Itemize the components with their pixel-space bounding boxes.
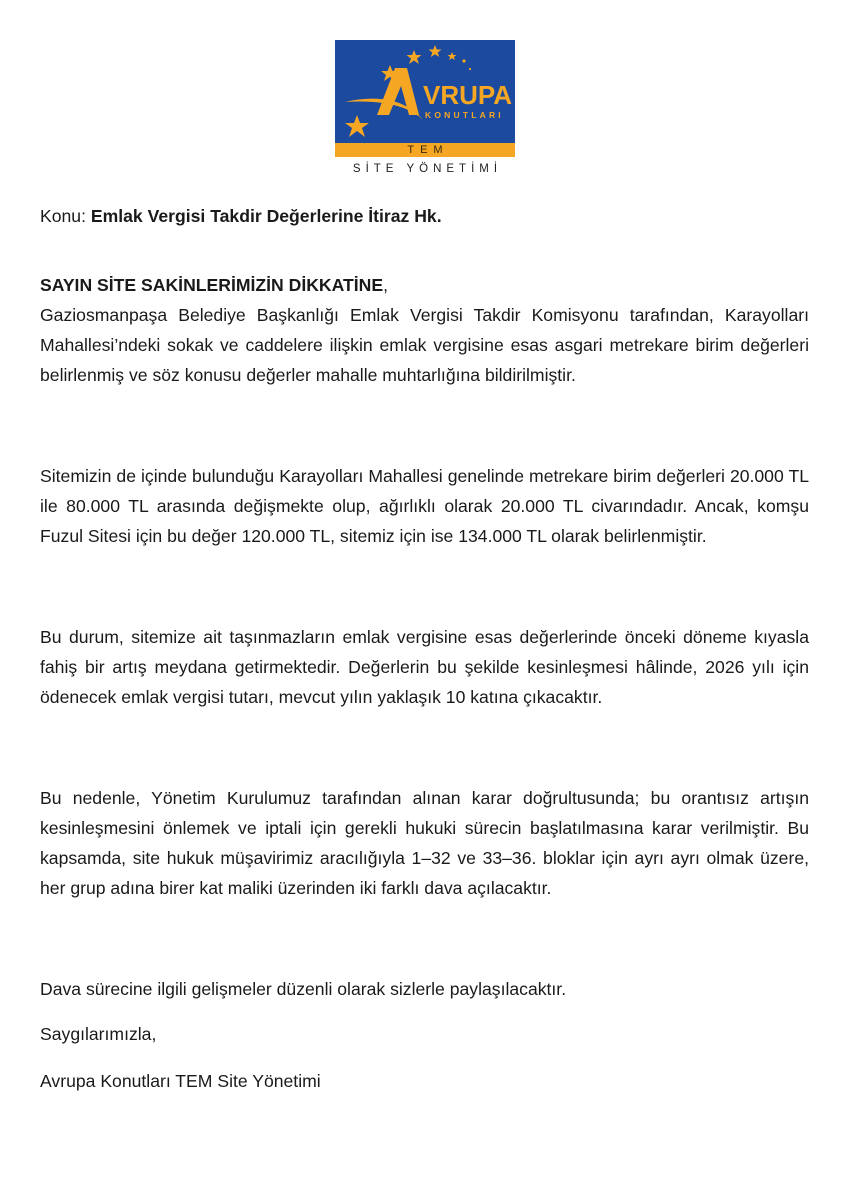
star-icon (407, 50, 422, 64)
logo-emblem (335, 40, 515, 143)
star-icon (345, 115, 369, 137)
greeting-text: SAYIN SİTE SAKİNLERİMİZİN DİKKATİNE (40, 275, 384, 295)
star-arc-icon (335, 40, 515, 143)
logo-brand-sub: KONUTLARI (425, 110, 504, 120)
subject-label: Konu: (40, 206, 91, 226)
company-logo (335, 40, 515, 175)
paragraph: Dava sürecine ilgili gelişmeler düzenli olarak sizlerle paylaşılacaktır. (40, 979, 567, 999)
closing: Saygılarımızla, (40, 1024, 157, 1044)
star-icon (448, 52, 457, 60)
greeting-punct: , (383, 275, 388, 295)
logo-brand-text: VRUPA (423, 80, 513, 110)
greeting (40, 270, 809, 300)
star-icon (429, 45, 442, 57)
paragraph: Bu durum, sitemize ait taşınmazların emlak vergisine esas değerlerinde önceki döneme kıyasla fahiş bir artış meydana getirmektedir. Değerlerin bu şekilde kesinleşmesi hâlinde, 2026 yılı için ödenecek emlak vergisi tutarı, mevcut yılın yaklaşık 10 katına çıkacaktır. (40, 627, 809, 707)
logo-band: TEM (335, 143, 515, 157)
signature: Avrupa Konutları TEM Site Yönetimi (40, 1071, 321, 1091)
paragraph: Bu nedenle, Yönetim Kurulumuz tarafından alınan karar doğrultusunda; bu orantısız artışın kesinleşmesini önlemek ve iptali için gerekli hukuki sürecin başlatılmasına karar verilmiştir. Bu kapsamda, site hukuk müşavirimiz aracılığıyla 1–32 ve 33–36. bloklar için ayrı ayrı olmak üzere, her grup adına birer kat maliki üzerinden iki farklı dava açılacaktır. (40, 788, 809, 898)
subject-line (40, 201, 809, 231)
intro-section (40, 270, 809, 390)
paragraph: Sitemizin de içinde bulunduğu Karayolları Mahallesi genelinde metrekare birim değerleri 20.000 TL ile 80.000 TL arasında değişmekte olup, ağırlıklı olarak 20.000 TL civarındadır. Ancak, komşu Fuzul Sitesi için bu değer 120.000 TL, sitemiz için ise 134.000 TL olarak belirlenmiştir. (40, 466, 809, 546)
subject-title: Emlak Vergisi Takdir Değerlerine İtiraz Hk. (90, 206, 442, 226)
logo-caption: SİTE YÖNETİMİ (352, 163, 503, 175)
paragraph: Gaziosmanpaşa Belediye Başkanlığı Emlak Vergisi Takdir Komisyonu tarafından, Karayolları Mahallesi’ndeki sokak ve caddelere ilişkin emlak vergisine esas asgari metrekare birim değerleri belirlenmiş ve söz konusu değerler mahalle muhtarlığına bildirilmiştir. (40, 305, 809, 385)
